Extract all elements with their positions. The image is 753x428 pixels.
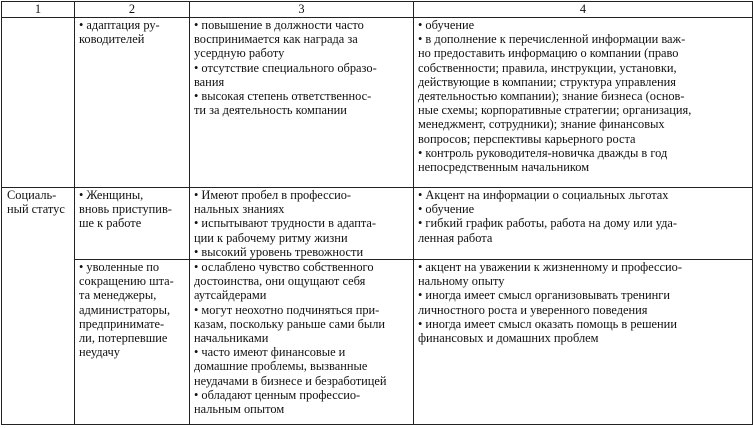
- text-line: ленная работа: [418, 230, 493, 245]
- text-line: • обучение: [418, 18, 475, 32]
- text-line: сокращению шта-: [79, 274, 174, 289]
- table-row: [2, 18, 753, 188]
- text-line: вновь приступив-: [79, 202, 172, 217]
- text-line: • гибкий график работы, работа на дому или уда-: [418, 216, 678, 231]
- text-line: • могут неохотно подчиняться при-: [194, 302, 380, 317]
- header-row: [2, 2, 753, 18]
- text-line: усердную работу: [194, 46, 285, 61]
- text-line: домашние проблемы, вызванные: [194, 359, 368, 374]
- text-line: • Женщины,: [79, 188, 144, 202]
- text-line: • часто имеют финансовые и: [194, 345, 346, 360]
- text-line: администраторы,: [79, 302, 171, 317]
- text-line: финансовых и домашних проблем: [418, 331, 599, 346]
- group-label: Социаль-: [7, 188, 57, 202]
- group-cell-social-status: [2, 188, 75, 425]
- text-line: • повышение в должности часто: [194, 18, 364, 32]
- text-line: • акцент на уважении к жизненному и профессио-: [418, 260, 682, 275]
- text-line: • испытывают трудности в адапта-: [194, 216, 377, 231]
- header-cell: 2: [75, 2, 190, 18]
- text-line: вания: [194, 74, 225, 89]
- text-line: • Акцент на информации о социальных льготах: [418, 188, 669, 202]
- text-line: • контроль руководителя-новичка дважды в год: [418, 145, 668, 160]
- text-line: та менеджеры,: [79, 288, 157, 303]
- text-line: • иногда имеет смысл организовывать тренинги: [418, 288, 671, 303]
- table-row: [2, 188, 753, 260]
- category-cell: [75, 260, 190, 425]
- characteristics-cell: [190, 18, 414, 188]
- text-line: • в дополнение к перечисленной информации важ-: [418, 32, 686, 47]
- text-line: • ослаблено чувство собственного: [194, 260, 374, 275]
- text-line: • высокий уровень тревожности: [194, 244, 364, 259]
- text-line: • Имеют пробел в профессио-: [194, 188, 352, 202]
- text-line: • отсутствие специального образо-: [194, 60, 377, 75]
- category-cell: [75, 18, 190, 188]
- measures-cell: [414, 188, 753, 260]
- group-label: ный статус: [7, 202, 65, 217]
- text-line: ные схемы; корпоративные стратегии; организация,: [418, 103, 692, 118]
- text-line: нальным опытом: [194, 402, 285, 417]
- text-line: ше к работе: [79, 216, 142, 231]
- text-line: • адаптация ру-: [79, 18, 160, 32]
- text-line: ли, потерпевшие: [79, 331, 168, 346]
- text-line: неудачу: [79, 345, 120, 360]
- text-line: нальному опыту: [418, 274, 505, 289]
- text-line: • обладают ценным профессио-: [194, 387, 361, 402]
- text-line: • уволенные по: [79, 260, 160, 275]
- text-line: • высокая степень ответственнос-: [194, 89, 372, 104]
- characteristics-cell: [190, 188, 414, 260]
- text-line: начальниками: [194, 331, 269, 346]
- text-line: неудачами в бизнесе и безработицей: [194, 373, 387, 388]
- characteristics-cell: [190, 260, 414, 425]
- text-line: нальных знаниях: [194, 202, 285, 217]
- category-cell: [75, 188, 190, 260]
- measures-cell: [414, 18, 753, 188]
- group-cell-empty: [2, 18, 75, 188]
- text-line: предпринимате-: [79, 316, 165, 331]
- data-table: [1, 1, 753, 425]
- text-line: воспринимается как награда за: [194, 32, 358, 47]
- text-line: ти за деятельность компании: [194, 103, 347, 118]
- measures-cell: [414, 260, 753, 425]
- table-row: [2, 260, 753, 425]
- text-line: • обучение: [418, 202, 475, 217]
- text-line: личностного роста и уверенного поведения: [418, 302, 648, 317]
- text-line: менеджмент, сотрудники); знание финансовых: [418, 117, 665, 132]
- text-line: вопросов; перспективы карьерного роста: [418, 131, 636, 146]
- text-line: аутсайдерами: [194, 288, 267, 303]
- text-line: действующие в компании; структура управления: [418, 74, 676, 89]
- text-line: ции к рабочему ритму жизни: [194, 230, 348, 245]
- header-cell: 1: [2, 2, 75, 18]
- text-line: казам, поскольку раньше сами были: [194, 316, 386, 331]
- text-line: деятельностью компании); знание бизнеса (основ-: [418, 89, 685, 104]
- text-line: достоинства, они ощущают себя: [194, 274, 366, 289]
- text-line: • иногда имеет смысл оказать помощь в решении: [418, 316, 677, 331]
- header-cell: 3: [190, 2, 414, 18]
- text-line: непосредственным начальником: [418, 160, 590, 175]
- header-cell: 4: [414, 2, 753, 18]
- text-line: собственности; правила, инструкции, установки,: [418, 60, 677, 75]
- text-line: ководителей: [79, 32, 145, 47]
- text-line: но предоставить информацию о компании (право: [418, 46, 679, 61]
